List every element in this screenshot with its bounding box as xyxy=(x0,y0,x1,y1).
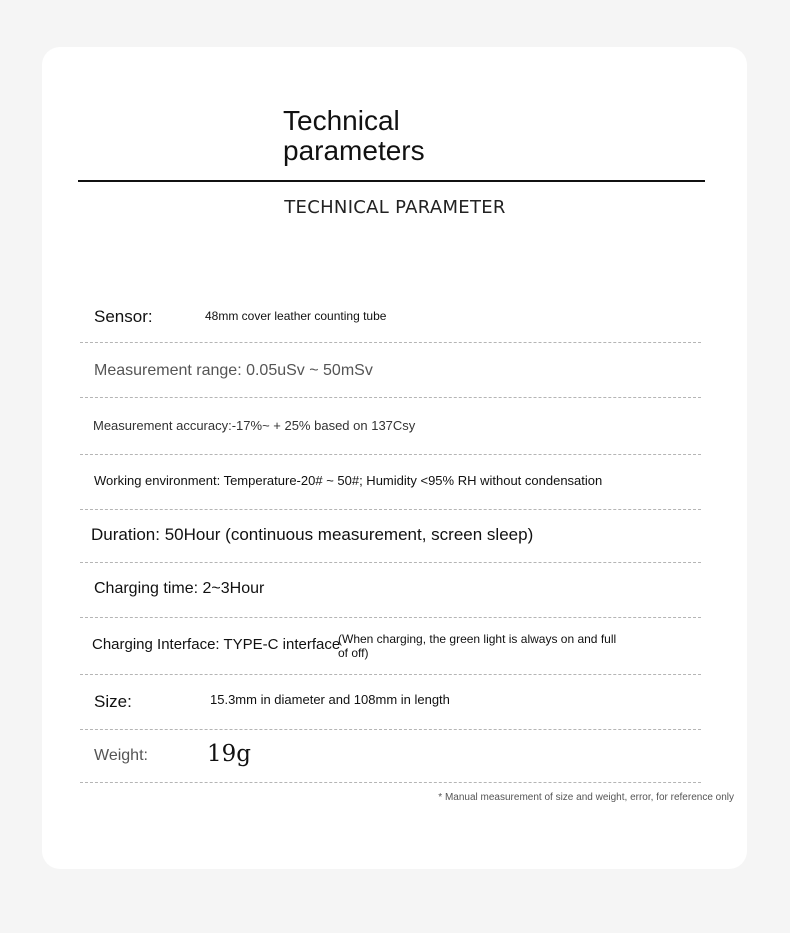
charging-time: Charging time: 2~3Hour xyxy=(94,580,265,597)
charging-interface-note: (When charging, the green light is always on and full of off) xyxy=(338,632,617,660)
weight-value: 19g xyxy=(207,741,251,767)
working-environment: Working environment: Temperature-20# ~ 50#; Humidity <95% RH without condensation xyxy=(94,473,603,488)
measurement-accuracy: Measurement accuracy:-17%~ + 25% based on 137Csy xyxy=(93,418,416,433)
row-divider xyxy=(80,674,701,675)
size-value: 15.3mm in diameter and 108mm in length xyxy=(210,692,450,707)
spec-card xyxy=(42,47,747,869)
measurement-range: Measurement range: 0.05uSv ~ 50mSv xyxy=(94,362,373,379)
footnote: * Manual measurement of size and weight, error, for reference only xyxy=(438,792,734,803)
row-divider xyxy=(80,617,701,618)
sensor-value: 48mm cover leather counting tube xyxy=(205,309,387,323)
row-divider xyxy=(80,342,701,343)
sensor-label: Sensor: xyxy=(94,307,153,326)
title-divider xyxy=(78,180,705,182)
page-title: Technical parameters xyxy=(283,105,425,166)
row-divider xyxy=(80,397,701,398)
charging-interface: Charging Interface: TYPE-C interface xyxy=(92,636,341,653)
weight-label: Weight: xyxy=(94,747,148,764)
page-subtitle: TECHNICAL PARAMETER xyxy=(284,197,506,218)
duration: Duration: 50Hour (continuous measurement, screen sleep) xyxy=(91,525,534,544)
row-divider xyxy=(80,782,701,783)
row-divider xyxy=(80,454,701,455)
size-label: Size: xyxy=(94,692,132,711)
row-divider xyxy=(80,729,701,730)
row-divider xyxy=(80,562,701,563)
row-divider xyxy=(80,509,701,510)
